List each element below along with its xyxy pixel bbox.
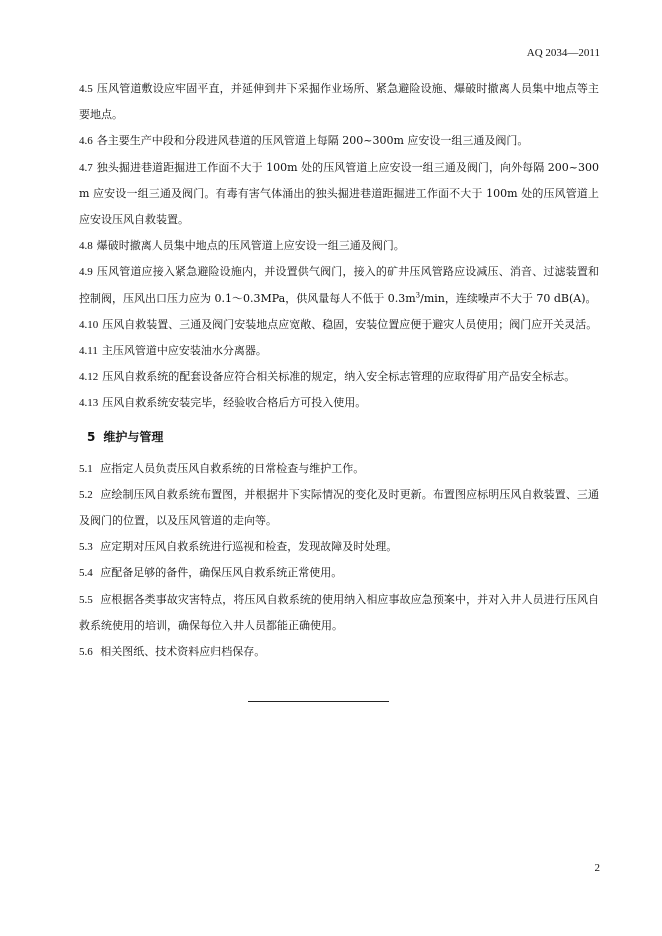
clause-4-11 bbox=[79, 338, 599, 364]
clause-number: 4.13 bbox=[79, 397, 99, 410]
clause-text: 压风管道敷设应牢固平直，并延伸到井下采掘作业场所、紧急避险设施、爆破时撤离人员集中地点等主要地点。 bbox=[79, 82, 599, 122]
clause-5-3 bbox=[79, 534, 599, 560]
clause-number: 5.5 bbox=[79, 593, 93, 606]
clause-number: 4.8 bbox=[79, 240, 93, 253]
section-number: 5 bbox=[87, 429, 96, 444]
clause-text: 压风管道应接入紧急避险设施内，并设置供气阀门，接入的矿井压风管路应设减压、消音、过滤装置和控制阀，压风出口压力应为 0.1～0.3MPa，供风量每人不低于 0.3m bbox=[79, 265, 599, 305]
clause-text: 应根据各类事故灾害特点，将压风自救系统的使用纳入相应事故应急预案中，并对入井人员进行压风自救系统使用的培训，确保每位入井人员都能正确使用。 bbox=[79, 592, 600, 632]
clause-number: 4.6 bbox=[79, 135, 93, 148]
clause-4-10 bbox=[79, 312, 599, 338]
clause-4-7 bbox=[79, 155, 599, 234]
clause-text: 主压风管道中应安装油水分离器。 bbox=[101, 344, 267, 358]
clause-text: 爆破时撤离人员集中地点的压风管道上应安设一组三通及阀门。 bbox=[96, 239, 405, 253]
clause-number: 4.5 bbox=[79, 83, 93, 95]
clause-5-4 bbox=[79, 560, 599, 586]
clause-5-6 bbox=[79, 639, 599, 665]
clause-number: 5.2 bbox=[79, 488, 93, 501]
clause-text: 独头掘进巷道距掘进工作面不大于 100m 处的压风管道上应安设一组三通及阀门，向外每隔 200~300m 应安设一组三通及阀门。有毒有害气体涌出的独头掘进巷道距掘进工作面不大于 100m 处的压风管道上应安设压风自救装置。 bbox=[79, 160, 599, 227]
clause-text: 相关图纸、技术资料应归档保存。 bbox=[100, 645, 266, 659]
clause-number: 5.4 bbox=[79, 567, 93, 580]
clause-text: 应绘制压风自救系统布置图，并根据井下实际情况的变化及时更新。布置图应标明压风自救装置、三通及阀门的位置，以及压风管道的走向等。 bbox=[79, 487, 600, 528]
superscript: 3 bbox=[415, 290, 421, 299]
clause-number: 4.10 bbox=[79, 318, 99, 331]
clause-5-1 bbox=[79, 456, 599, 482]
clause-4-8 bbox=[79, 233, 599, 259]
clause-4-5 bbox=[79, 76, 599, 128]
clause-number: 4.7 bbox=[79, 161, 93, 174]
clause-number: 4.9 bbox=[79, 266, 93, 279]
section-title: 维护与管理 bbox=[103, 429, 164, 444]
clause-4-13 bbox=[79, 390, 599, 416]
clause-text: 应指定人员负责压风自救系统的日常检查与维护工作。 bbox=[100, 461, 365, 475]
clause-4-6 bbox=[79, 128, 599, 154]
clause-text: 压风自救系统的配套设备应符合相关标准的规定，纳入安全标志管理的应取得矿用产品安全标志。 bbox=[102, 370, 576, 384]
clause-text: 各主要生产中段和分段进风巷道的压风管道上每隔 200~300m 应安设一组三通及阀门。 bbox=[96, 134, 529, 148]
clause-text: 应定期对压风自救系统进行巡视和检查，发现故障及时处理。 bbox=[100, 540, 398, 554]
clause-4-9 bbox=[79, 259, 599, 311]
clause-text: 压风自救装置、三通及阀门安装地点应宽敞、稳固，安装位置应便于避灾人员使用；阀门应开关灵活。 bbox=[102, 317, 598, 331]
clause-text: 应配备足够的备件，确保压风自救系统正常使用。 bbox=[100, 566, 343, 580]
end-of-document-rule bbox=[248, 701, 389, 702]
clause-5-5 bbox=[79, 587, 599, 639]
document-body bbox=[79, 76, 599, 665]
clause-number: 5.1 bbox=[79, 462, 93, 475]
clause-number: 4.11 bbox=[79, 345, 98, 358]
clause-text: 压风自救系统安装完毕，经验收合格后方可投入使用。 bbox=[102, 396, 367, 410]
clause-text-continued: /min，连续噪声不大于 70 dB(A)。 bbox=[420, 291, 597, 305]
clause-number: 5.6 bbox=[79, 646, 93, 659]
clause-4-12 bbox=[79, 364, 599, 390]
section-5-heading bbox=[87, 425, 599, 449]
clause-5-2 bbox=[79, 482, 599, 534]
clause-number: 4.12 bbox=[79, 371, 99, 384]
standard-code-header: AQ 2034—2011 bbox=[526, 47, 600, 59]
clause-number: 5.3 bbox=[79, 541, 93, 554]
page-number: 2 bbox=[594, 862, 600, 874]
